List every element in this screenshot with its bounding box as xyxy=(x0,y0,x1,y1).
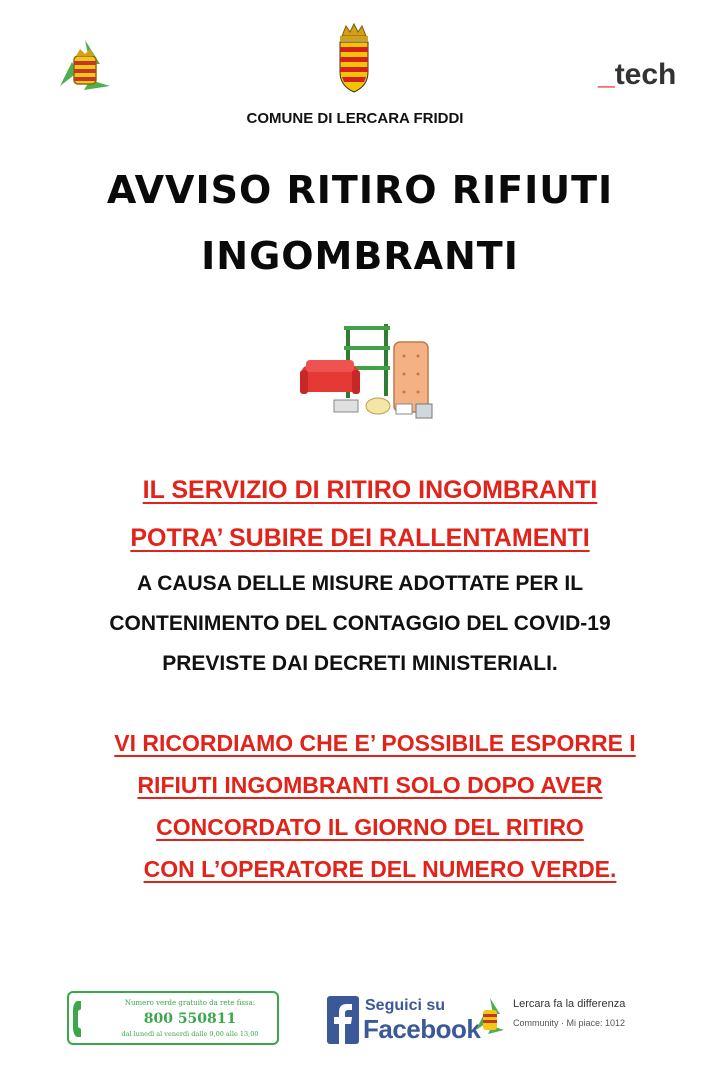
tech-partner-logo: _tech xyxy=(598,58,677,91)
notice-red-line-2: POTRA’ SUBIRE DEI RALLENTAMENTI xyxy=(130,524,590,552)
green-number-caption: Numero verde gratuito da rete fissa: xyxy=(124,999,256,1007)
municipality-name: COMUNE DI LERCARA FRIDDI xyxy=(246,110,464,127)
municipal-crest-logo xyxy=(334,22,374,94)
page-title-line-1: AVVISO RITIRO RIFIUTI xyxy=(106,168,614,212)
reminder-line-4: CON L’OPERATORE DEL NUMERO VERDE. xyxy=(143,856,617,882)
notice-body-line-3: PREVISTE DAI DECRETI MINISTERIALI. xyxy=(162,652,558,675)
community-page-badge xyxy=(466,990,654,1048)
community-page-likes: Community · Mi piace: 1012 xyxy=(513,1018,626,1028)
notice-body-line-2: CONTENIMENTO DEL CONTAGGIO DEL COVID-19 xyxy=(109,612,611,635)
reminder-line-2: RIFIUTI INGOMBRANTI SOLO DOPO AVER xyxy=(137,772,603,798)
green-number-box xyxy=(67,991,279,1045)
facebook-icon xyxy=(327,996,359,1044)
notice-body-line-1: A CAUSA DELLE MISURE ADOTTATE PER IL xyxy=(136,572,584,595)
reminder-line-1: VI RICORDIAMO CHE E’ POSSIBILE ESPORRE I xyxy=(114,730,636,756)
notice-red-line-1: IL SERVIZIO DI RITIRO INGOMBRANTI xyxy=(142,476,598,504)
reminder-line-3: CONCORDATO IL GIORNO DEL RITIRO xyxy=(156,814,584,840)
page-title-line-2: INGOMBRANTI xyxy=(201,234,519,278)
facebook-label: Facebook xyxy=(363,1014,481,1044)
recycling-crest-logo xyxy=(50,34,120,104)
green-number-hours: dal lunedì al venerdì dalle 9,00 alle 13,00 xyxy=(121,1030,259,1038)
green-number-value: 800 550811 xyxy=(143,1011,237,1027)
phone-icon xyxy=(71,999,95,1039)
community-page-name: Lercara fa la differenza xyxy=(513,998,626,1010)
community-logo-icon xyxy=(474,996,506,1040)
bulky-waste-furniture-illustration xyxy=(298,318,438,423)
facebook-follow-label: Seguici su xyxy=(365,997,446,1014)
